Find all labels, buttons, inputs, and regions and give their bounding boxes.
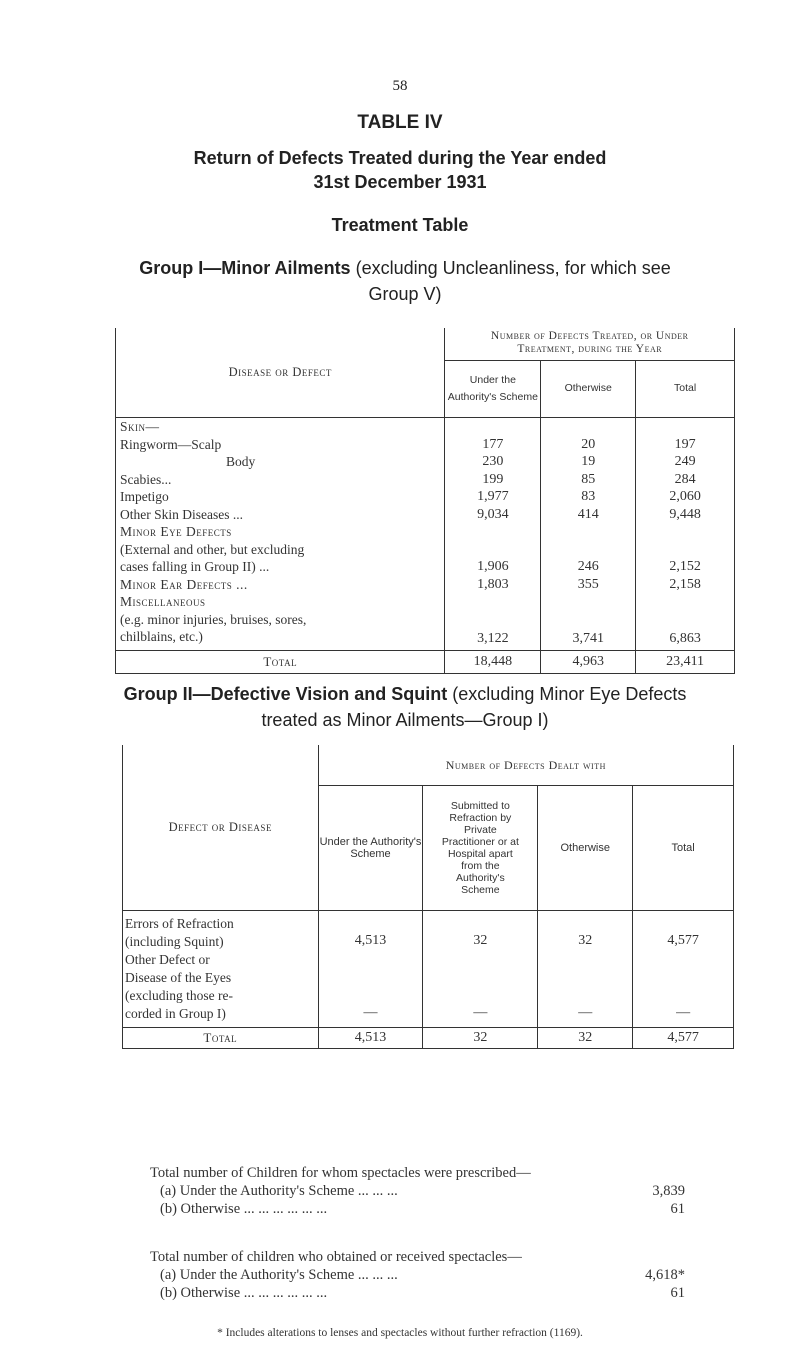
note2-b-label: (b) Otherwise ... ... ... ... ... ... <box>160 1285 328 1301</box>
page-number: 58 <box>392 78 408 94</box>
table-row <box>116 593 735 611</box>
row-total: 9,448 <box>636 506 735 524</box>
row1-label-1: Errors of Refraction <box>125 916 234 931</box>
row-otherwise: 20 <box>541 436 636 454</box>
group2-heading-rest: (excluding Minor Eye Defects <box>447 684 687 704</box>
note1-a-value: 3,839 <box>652 1183 685 1199</box>
col-header-otherwise: Otherwise <box>538 786 633 911</box>
col-header-number-dealt: Number of Defects Dealt with <box>318 745 733 786</box>
total-total: 4,577 <box>633 1028 734 1049</box>
row-label: Scabies... <box>116 471 445 489</box>
col-header-submitted: Submitted to Refraction by Private Practitioner or at Hospital apart from the Authority's Scheme <box>423 786 538 911</box>
col-header-disease: Disease or Defect <box>116 328 445 418</box>
subtitle-treatment-table: Treatment Table <box>331 215 469 235</box>
row-otherwise: 3,741 <box>541 628 636 650</box>
table-row <box>116 558 735 576</box>
table-row <box>116 418 735 436</box>
row-authority: 1,977 <box>445 488 541 506</box>
row-total: 6,863 <box>636 628 735 650</box>
row2-authority: — <box>363 1005 378 1020</box>
row-otherwise: 355 <box>541 576 636 594</box>
note1-b-label: (b) Otherwise ... ... ... ... ... ... <box>160 1201 328 1217</box>
row-label: cases falling in Group II) ... <box>116 558 445 576</box>
row-total <box>636 541 735 559</box>
row1-label-2: (including Squint) <box>125 934 224 949</box>
note1-row-b <box>150 1200 750 1218</box>
group1-heading <box>60 256 750 280</box>
note2-heading: Total number of children who obtained or received spectacles— <box>150 1249 522 1265</box>
row2-label-2: Disease of the Eyes <box>125 970 232 985</box>
total-submitted: 32 <box>423 1028 538 1049</box>
row-label: Minor Ear Defects ... <box>116 576 445 594</box>
group1-heading-line2: Group V) <box>368 284 442 304</box>
total-authority: 4,513 <box>318 1028 423 1049</box>
row-total: 197 <box>636 436 735 454</box>
table-row <box>116 541 735 559</box>
row-otherwise: 83 <box>541 488 636 506</box>
row-total: 249 <box>636 453 735 471</box>
row-authority <box>445 523 541 541</box>
row-authority <box>445 541 541 559</box>
subtitle-line-2: 31st December 1931 <box>313 172 487 192</box>
row-otherwise: 85 <box>541 471 636 489</box>
total-otherwise: 4,963 <box>541 650 636 673</box>
defect-label-cell <box>123 911 319 1028</box>
row2-otherwise: — <box>578 1005 593 1020</box>
note2-row-b <box>150 1284 750 1302</box>
spectacles-obtained-note <box>150 1248 750 1302</box>
row-authority: 199 <box>445 471 541 489</box>
group1-table <box>115 328 735 674</box>
row2-submitted: — <box>473 1005 488 1020</box>
page-title: TABLE IV <box>357 112 443 133</box>
total-label: Total <box>123 1028 319 1049</box>
subtitle-line-1: Return of Defects Treated during the Year ended <box>193 148 607 168</box>
row-total: 284 <box>636 471 735 489</box>
row-total <box>636 418 735 436</box>
values-submitted-cell <box>423 911 538 1028</box>
row2-label-4: corded in Group I) <box>125 1006 226 1021</box>
note1-a-label: (a) Under the Authority's Scheme ... ... ... <box>160 1183 398 1199</box>
col-header-authority: Under the Authority's Scheme <box>318 786 423 911</box>
row-otherwise <box>541 611 636 629</box>
col-header-authority: Under the Authority's Scheme <box>445 361 541 418</box>
total-total: 23,411 <box>636 650 735 673</box>
row2-label-1: Other Defect or <box>125 952 210 967</box>
row-label: Minor Eye Defects <box>116 523 445 541</box>
row1-authority: 4,513 <box>354 933 387 948</box>
col-header-total: Total <box>633 786 734 911</box>
group1-heading-rest: (excluding Uncleanliness, for which see <box>350 258 671 278</box>
row-otherwise: 19 <box>541 453 636 471</box>
table-row <box>116 576 735 594</box>
table-row <box>116 523 735 541</box>
total-authority: 18,448 <box>445 650 541 673</box>
table-row <box>116 506 735 524</box>
col-header-defect: Defect or Disease <box>123 745 319 911</box>
note2-a-value: 4,618* <box>645 1267 685 1283</box>
group1-heading-bold: Group I—Minor Ailments <box>139 258 351 278</box>
table-row <box>116 453 735 471</box>
note2-b-value: 61 <box>670 1285 685 1301</box>
table-row <box>116 488 735 506</box>
row-label: Other Skin Diseases ... <box>116 506 445 524</box>
row1-otherwise: 32 <box>578 933 593 948</box>
footnote: * Includes alterations to lenses and spectacles without further refraction (1169). <box>217 1327 583 1339</box>
row2-total: — <box>676 1005 691 1020</box>
row-total: 2,060 <box>636 488 735 506</box>
row-authority <box>445 611 541 629</box>
row-total <box>636 523 735 541</box>
row-total: 2,158 <box>636 576 735 594</box>
row-total <box>636 611 735 629</box>
table-row <box>116 436 735 454</box>
table-row <box>116 611 735 629</box>
group2-heading-bold: Group II—Defective Vision and Squint <box>123 684 448 704</box>
row-otherwise <box>541 523 636 541</box>
row-otherwise <box>541 418 636 436</box>
row-authority: 177 <box>445 436 541 454</box>
row-label: Body <box>116 453 445 471</box>
row-authority: 9,034 <box>445 506 541 524</box>
row-authority: 230 <box>445 453 541 471</box>
values-otherwise-cell <box>538 911 633 1028</box>
row-otherwise: 246 <box>541 558 636 576</box>
note2-a-label: (a) Under the Authority's Scheme ... ... ... <box>160 1267 398 1283</box>
row-otherwise: 414 <box>541 506 636 524</box>
row-label: (External and other, but excluding <box>116 541 445 559</box>
row-total <box>636 593 735 611</box>
group2-heading <box>60 682 750 706</box>
row-total: 2,152 <box>636 558 735 576</box>
row-label: Impetigo <box>116 488 445 506</box>
col-header-total: Total <box>636 361 735 418</box>
row-authority <box>445 593 541 611</box>
table-row <box>116 471 735 489</box>
row1-submitted: 32 <box>473 933 488 948</box>
note2-row-a <box>150 1266 750 1284</box>
row-label: Miscellaneous <box>116 593 445 611</box>
note1-heading: Total number of Children for whom spectacles were prescribed— <box>150 1165 531 1181</box>
total-label: Total <box>116 650 445 673</box>
spectacles-prescribed-note <box>150 1164 750 1218</box>
row-authority: 3,122 <box>445 628 541 650</box>
note1-row-a <box>150 1182 750 1200</box>
row1-total: 4,577 <box>667 933 699 948</box>
total-otherwise: 32 <box>538 1028 633 1049</box>
group2-heading-line2: treated as Minor Ailments—Group I) <box>261 710 549 730</box>
row-label: Ringworm—Scalp <box>116 436 445 454</box>
row-label: Skin— <box>116 418 445 436</box>
table-row <box>116 628 735 650</box>
note1-b-value: 61 <box>670 1201 685 1217</box>
row-label: chilblains, etc.) <box>116 628 445 650</box>
values-total-cell <box>633 911 734 1028</box>
row-authority <box>445 418 541 436</box>
row-label: (e.g. minor injuries, bruises, sores, <box>116 611 445 629</box>
row2-label-3: (excluding those re- <box>125 988 233 1003</box>
row-authority: 1,906 <box>445 558 541 576</box>
col-header-otherwise: Otherwise <box>541 361 636 418</box>
row-otherwise <box>541 541 636 559</box>
values-authority-cell <box>318 911 423 1028</box>
col-header-number: Number of Defects Treated, or Under Treatment, during the Year <box>445 328 735 361</box>
group2-table <box>122 745 734 1049</box>
row-authority: 1,803 <box>445 576 541 594</box>
row-otherwise <box>541 593 636 611</box>
